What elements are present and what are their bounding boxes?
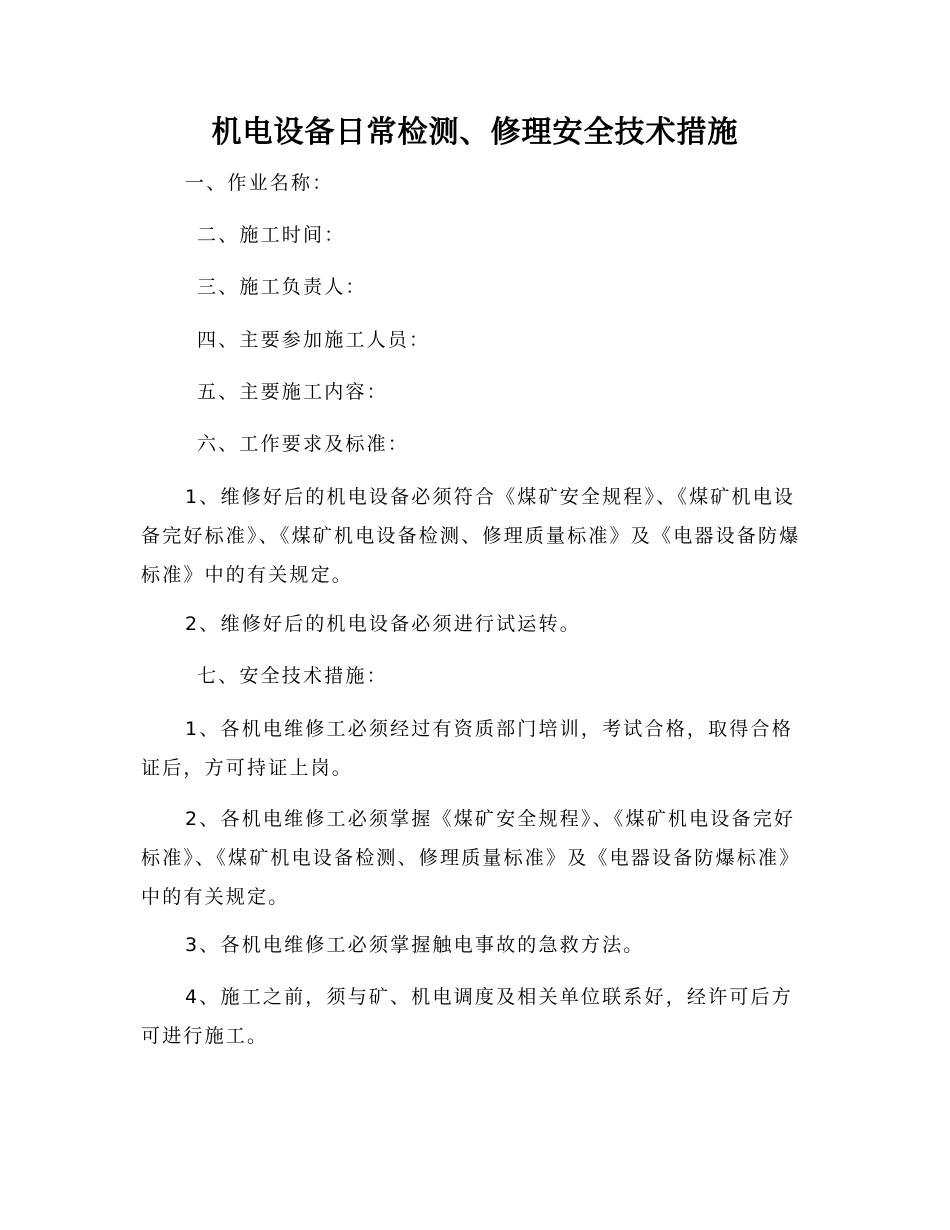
paragraph-measure-2: 2、各机电维修工必须掌握《煤矿安全规程》、《煤矿机电设备完好标准》、《煤矿机电设备检测、修理质量标准》及《电器设备防爆标准》中的有关规定。 [141, 808, 801, 908]
paragraph-requirement-2: 2、维修好后的机电设备必须进行试运转。 [185, 613, 581, 635]
paragraph-measure-3: 3、各机电维修工必须掌握触电事故的急救方法。 [185, 934, 645, 956]
heading-main-content: 五、主要施工内容： [197, 381, 388, 403]
heading-main-personnel: 四、主要参加施工人员： [197, 329, 431, 351]
document-title: 机电设备日常检测、修理安全技术措施 [211, 115, 739, 150]
heading-construction-time: 二、施工时间： [197, 224, 346, 246]
heading-work-requirements: 六、工作要求及标准： [197, 433, 410, 455]
heading-work-name: 一、作业名称： [185, 172, 334, 194]
heading-person-in-charge: 三、施工负责人： [197, 276, 367, 298]
paragraph-requirement-1: 1、维修好后的机电设备必须符合《煤矿安全规程》、《煤矿机电设备完好标准》、《煤矿机电设备检测、修理质量标准》及《电器设备防爆标准》中的有关规定。 [141, 486, 801, 586]
heading-safety-measures: 七、安全技术措施： [197, 665, 388, 687]
paragraph-measure-4: 4、施工之前，须与矿、机电调度及相关单位联系好，经许可后方可进行施工。 [141, 986, 793, 1047]
paragraph-measure-1: 1、各机电维修工必须经过有资质部门培训，考试合格，取得合格证后，方可持证上岗。 [141, 718, 793, 779]
